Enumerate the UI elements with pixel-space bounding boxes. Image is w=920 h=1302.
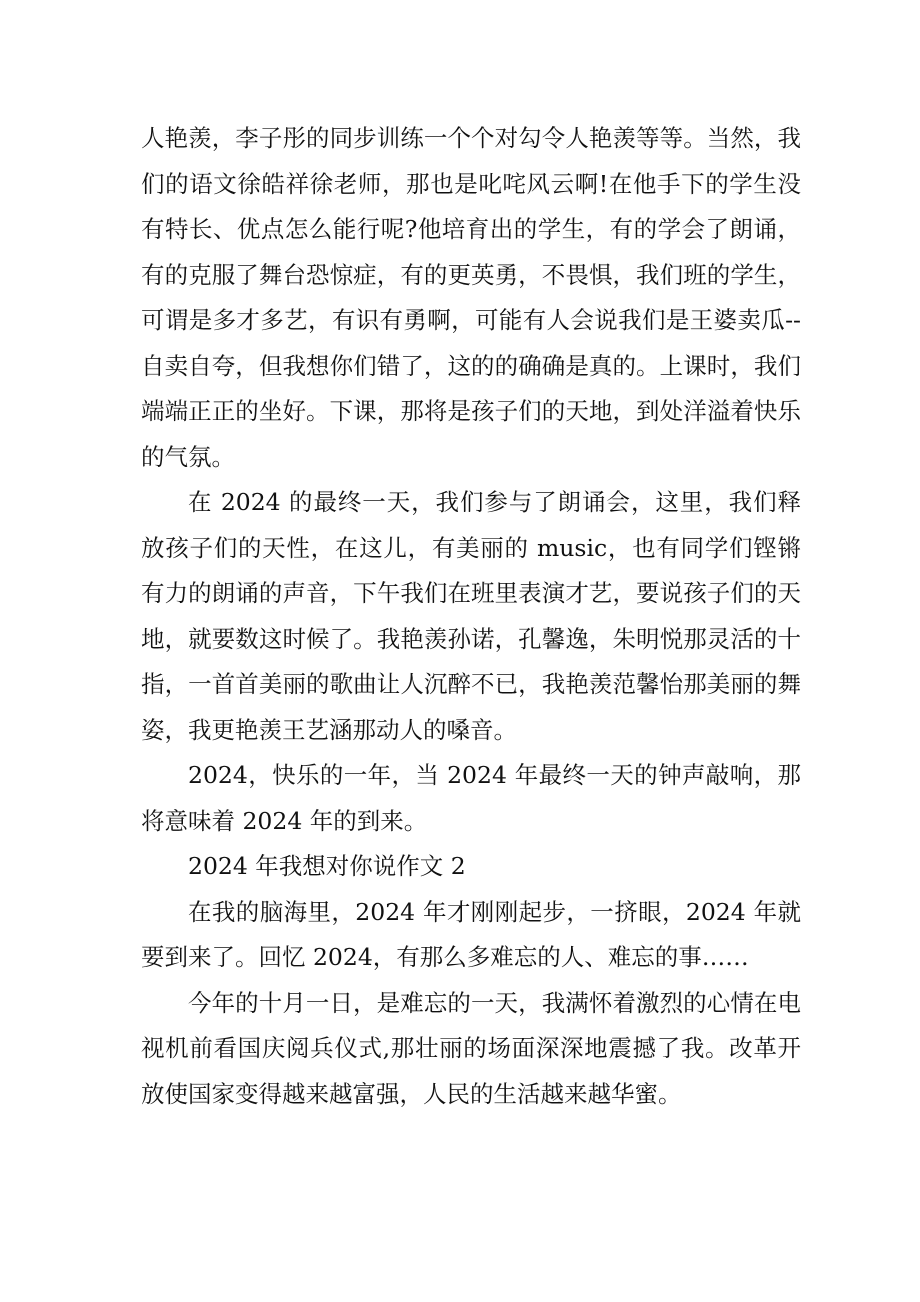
paragraph-3: 2024，快乐的一年，当 2024 年最终一天的钟声敲响，那将意味着 2024 年的到来。 [141, 761, 801, 835]
paragraph-2: 在 2024 的最终一天，我们参与了朗诵会，这里，我们释放孩子们的天性，在这儿，有美丽的 music，也有同学们铿锵有力的朗诵的声音，下午我们在班里表演才艺，要说孩子们的天地，就要数这时候了。我艳羡孙诺，孔馨逸，朱明悦那灵活的十指，一首首美丽的歌曲让人沉醉不已，我艳羡范馨怡那美丽的舞姿，我更艳羡王艺涵那动人的嗓音。 [141, 488, 801, 744]
section-heading: 2024 年我想对你说作文 2 [188, 852, 466, 880]
paragraph-6: 今年的十月一日，是难忘的一天，我满怀着激烈的心情在电视机前看国庆阅兵仪式,那壮丽的场面深深地震撼了我。改革开放使国家变得越来越富强，人民的生活越来越华蜜。 [141, 988, 801, 1108]
body-text [141, 116, 801, 1117]
paragraph-5: 在我的脑海里，2024 年才刚刚起步，一挤眼，2024 年就要到来了。回忆 2024，有那么多难忘的人、难忘的事…… [141, 897, 801, 971]
paragraph-1: 人艳羡，李子彤的同步训练一个个对勾令人艳羡等等。当然，我们的语文徐皓祥徐老师，那也是叱咤风云啊!在他手下的学生没有特长、优点怎么能行呢?他培育出的学生，有的学会了朗诵，有的克服了舞台恐惊症，有的更英勇，不畏惧，我们班的学生，可谓是多才多艺，有识有勇啊，可能有人会说我们是王婆卖瓜--自卖自夸，但我想你们错了，这的的确确是真的。上课时，我们端端正正的坐好。下课，那将是孩子们的天地，到处洋溢着快乐的气氛。 [141, 124, 801, 471]
